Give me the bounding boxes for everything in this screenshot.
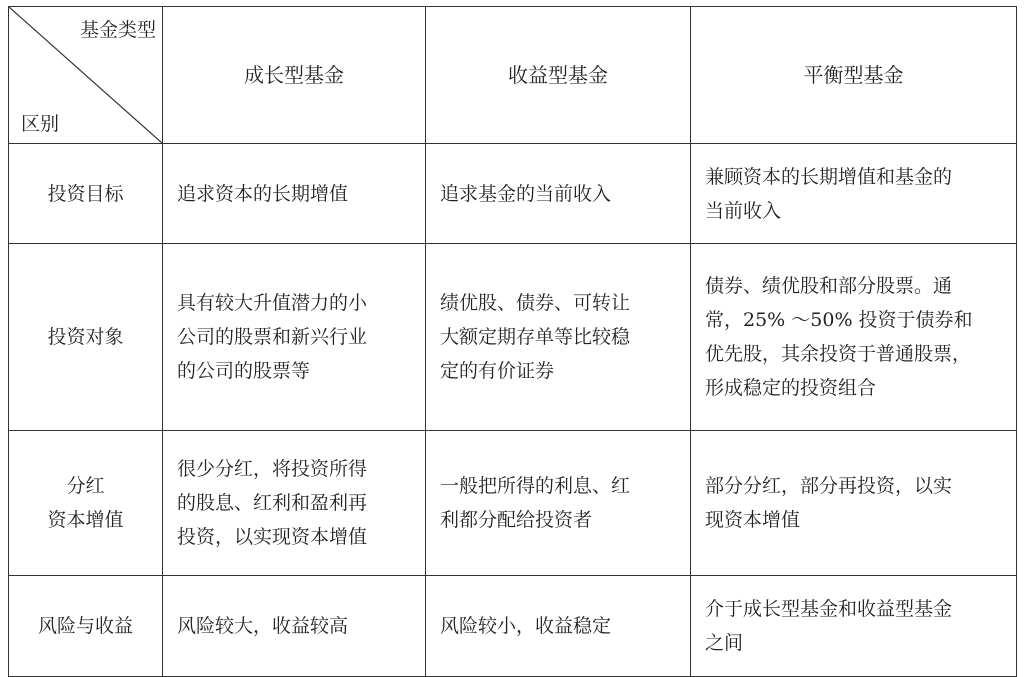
header-row [9,7,1017,144]
table-cell: 很少分红，将投资所得 的股息、红利和盈利再 投资，以实现资本增值 [163,431,426,576]
fund-type-comparison-table [8,6,1017,677]
table-cell: 绩优股、债券、可转让 大额定期存单等比较稳 定的有价证券 [426,244,691,431]
table-cell: 追求资本的长期增值 [163,144,426,244]
column-header-income: 收益型基金 [426,7,691,144]
table-row [9,144,1017,244]
table-cell: 一般把所得的利息、红 利都分配给投资者 [426,431,691,576]
table-row [9,431,1017,576]
row-label: 风险与收益 [9,576,163,677]
corner-label-fund-type: 基金类型 [79,19,156,41]
table-cell: 追求基金的当前收入 [426,144,691,244]
corner-label-difference: 区别 [21,113,60,135]
row-label: 投资目标 [9,144,163,244]
table-cell: 风险较大，收益较高 [163,576,426,677]
table-cell: 介于成长型基金和收益型基金 之间 [691,576,1017,677]
table-row [9,576,1017,677]
row-label: 分红 资本增值 [9,431,163,576]
table-cell: 具有较大升值潜力的小 公司的股票和新兴行业 的公司的股票等 [163,244,426,431]
table-row [9,244,1017,431]
table-cell: 部分分红，部分再投资，以实 现资本增值 [691,431,1017,576]
column-header-growth: 成长型基金 [163,7,426,144]
table-cell: 风险较小，收益稳定 [426,576,691,677]
row-label: 投资对象 [9,244,163,431]
corner-header-cell [9,7,163,144]
table-cell: 兼顾资本的长期增值和基金的 当前收入 [691,144,1017,244]
table-cell: 债券、绩优股和部分股票。通 常，25% ～50% 投资于债券和 优先股，其余投资于普通股票， 形成稳定的投资组合 [691,244,1017,431]
column-header-balanced: 平衡型基金 [691,7,1017,144]
